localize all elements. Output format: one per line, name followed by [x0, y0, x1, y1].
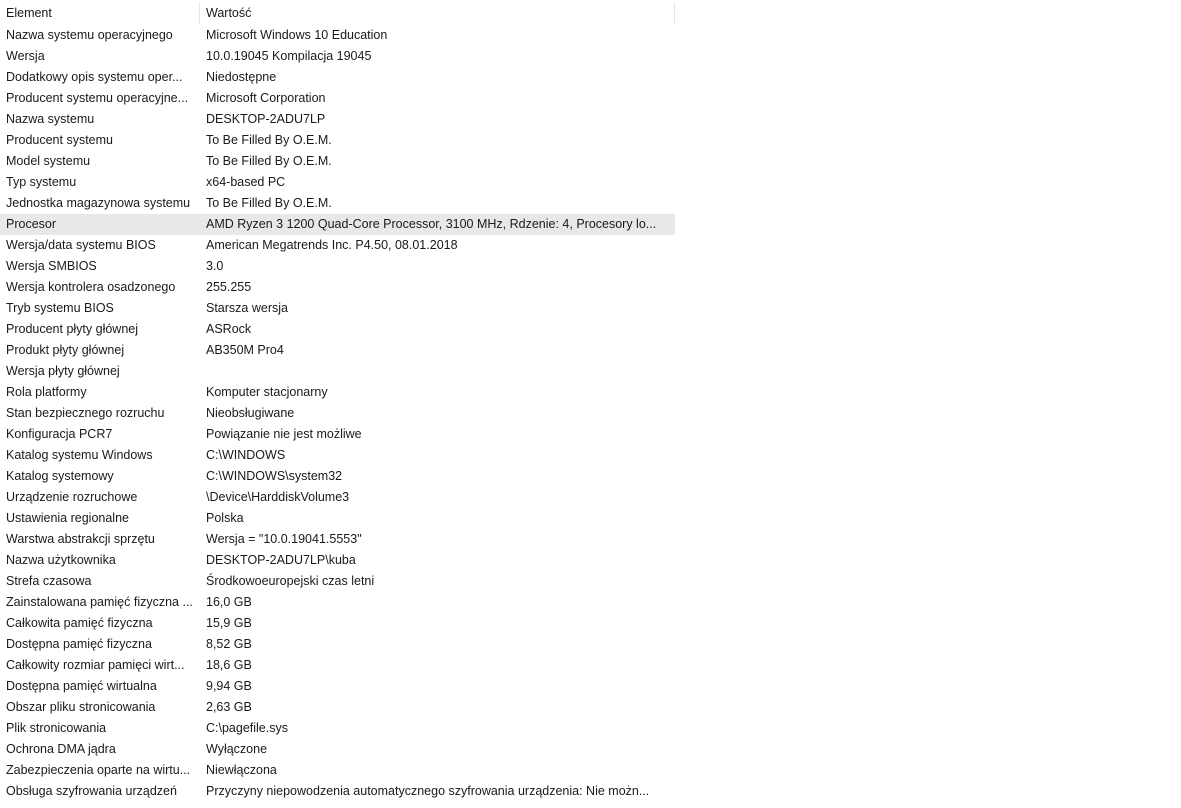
row-element-cell: Producent systemu operacyjne...	[6, 91, 189, 105]
row-element-cell: Dostępna pamięć wirtualna	[6, 679, 157, 693]
row-value-cell: Microsoft Corporation	[206, 91, 326, 105]
row-value-cell: 18,6 GB	[206, 658, 252, 672]
table-row[interactable]	[0, 235, 675, 256]
row-value-cell: Powiązanie nie jest możliwe	[206, 427, 362, 441]
table-row[interactable]	[0, 193, 675, 214]
row-element-cell: Stan bezpiecznego rozruchu	[6, 406, 165, 420]
row-element-cell: Dostępna pamięć fizyczna	[6, 637, 152, 651]
table-row[interactable]	[0, 487, 675, 508]
table-row[interactable]	[0, 634, 675, 655]
table-row[interactable]	[0, 613, 675, 634]
row-element-cell: Strefa czasowa	[6, 574, 92, 588]
row-value-cell: AMD Ryzen 3 1200 Quad-Core Processor, 3100 MHz, Rdzenie: 4, Procesory lo...	[206, 217, 657, 231]
row-value-cell: 3.0	[206, 259, 224, 273]
row-value-cell	[200, 361, 675, 382]
row-element-cell: Wersja	[6, 49, 45, 63]
row-value-cell: To Be Filled By O.E.M.	[206, 133, 332, 147]
row-value-cell: 2,63 GB	[206, 700, 252, 714]
row-element-cell: Warstwa abstrakcji sprzętu	[6, 532, 155, 546]
table-row[interactable]	[0, 718, 675, 739]
row-element-cell: Obszar pliku stronicowania	[6, 700, 156, 714]
table-row[interactable]	[0, 550, 675, 571]
row-value-cell: Microsoft Windows 10 Education	[206, 28, 388, 42]
row-element-cell: Wersja płyty głównej	[6, 364, 120, 378]
row-element-cell: Producent systemu	[6, 133, 113, 147]
row-value-cell: Wersja = "10.0.19041.5553"	[206, 532, 362, 546]
table-row[interactable]	[0, 781, 675, 802]
row-element-cell: Producent płyty głównej	[6, 322, 139, 336]
row-element-cell: Model systemu	[6, 154, 91, 168]
row-value-cell: 15,9 GB	[206, 616, 252, 630]
row-value-cell: C:\WINDOWS\system32	[206, 469, 343, 483]
row-element-cell: Wersja SMBIOS	[6, 259, 97, 273]
list-rows	[0, 25, 675, 802]
table-row[interactable]	[0, 466, 675, 487]
row-element-cell: Nazwa systemu operacyjnego	[6, 28, 173, 42]
column-header-value[interactable]: Wartość	[200, 2, 675, 24]
table-row[interactable]	[0, 214, 675, 235]
row-value-cell: Niewłączona	[206, 763, 277, 777]
row-element-cell: Wersja/data systemu BIOS	[6, 238, 156, 252]
row-element-cell: Katalog systemowy	[6, 469, 114, 483]
row-value-cell: Nieobsługiwane	[206, 406, 295, 420]
table-row[interactable]	[0, 361, 675, 382]
row-value-cell: Środkowoeuropejski czas letni	[206, 574, 375, 588]
table-row[interactable]	[0, 256, 675, 277]
table-row[interactable]	[0, 130, 675, 151]
row-value-cell: 9,94 GB	[206, 679, 252, 693]
row-element-cell: Procesor	[6, 217, 57, 231]
row-element-cell: Ochrona DMA jądra	[6, 742, 116, 756]
row-value-cell: DESKTOP-2ADU7LP\kuba	[206, 553, 356, 567]
row-value-cell: C:\WINDOWS	[206, 448, 286, 462]
table-row[interactable]	[0, 508, 675, 529]
row-element-cell: Dodatkowy opis systemu oper...	[6, 70, 183, 84]
row-element-cell: Urządzenie rozruchowe	[6, 490, 138, 504]
table-row[interactable]	[0, 298, 675, 319]
row-element-cell: Produkt płyty głównej	[6, 343, 125, 357]
row-value-cell: Polska	[206, 511, 244, 525]
row-value-cell: 255.255	[206, 280, 252, 294]
table-row[interactable]	[0, 382, 675, 403]
row-value-cell: 10.0.19045 Kompilacja 19045	[206, 49, 372, 63]
row-value-cell: 8,52 GB	[206, 637, 252, 651]
row-value-cell: Niedostępne	[206, 70, 277, 84]
row-element-cell: Zabezpieczenia oparte na wirtu...	[6, 763, 191, 777]
row-element-cell: Tryb systemu BIOS	[6, 301, 114, 315]
table-row[interactable]	[0, 109, 675, 130]
row-value-cell: Starsza wersja	[206, 301, 288, 315]
table-row[interactable]	[0, 88, 675, 109]
table-row[interactable]	[0, 760, 675, 781]
table-row[interactable]	[0, 403, 675, 424]
row-element-cell: Typ systemu	[6, 175, 77, 189]
row-value-cell: DESKTOP-2ADU7LP	[206, 112, 326, 126]
row-element-cell: Całkowity rozmiar pamięci wirt...	[6, 658, 185, 672]
row-value-cell: x64-based PC	[206, 175, 286, 189]
table-row[interactable]	[0, 46, 675, 67]
row-element-cell: Plik stronicowania	[6, 721, 107, 735]
row-value-cell: Komputer stacjonarny	[206, 385, 328, 399]
row-element-cell: Obsługa szyfrowania urządzeń	[6, 784, 177, 798]
row-value-cell: 16,0 GB	[206, 595, 252, 609]
table-row[interactable]	[0, 571, 675, 592]
row-element-cell: Rola platformy	[6, 385, 87, 399]
table-row[interactable]	[0, 697, 675, 718]
row-element-cell: Zainstalowana pamięć fizyczna ...	[6, 595, 193, 609]
table-row[interactable]	[0, 319, 675, 340]
table-row[interactable]	[0, 25, 675, 46]
row-value-cell: ASRock	[206, 322, 252, 336]
row-value-cell: To Be Filled By O.E.M.	[206, 154, 332, 168]
table-row[interactable]	[0, 172, 675, 193]
row-value-cell: Przyczyny niepowodzenia automatycznego szyfrowania urządzenia: Nie możn...	[206, 784, 650, 798]
table-row[interactable]	[0, 592, 675, 613]
row-element-cell: Nazwa użytkownika	[6, 553, 116, 567]
row-element-cell: Katalog systemu Windows	[6, 448, 153, 462]
row-value-cell: To Be Filled By O.E.M.	[206, 196, 332, 210]
table-row[interactable]	[0, 529, 675, 550]
list-header	[0, 2, 675, 24]
table-row[interactable]	[0, 340, 675, 361]
table-row[interactable]	[0, 67, 675, 88]
table-row[interactable]	[0, 277, 675, 298]
row-element-cell: Ustawienia regionalne	[6, 511, 129, 525]
row-value-cell: AB350M Pro4	[206, 343, 284, 357]
row-element-cell: Konfiguracja PCR7	[6, 427, 113, 441]
row-element-cell: Całkowita pamięć fizyczna	[6, 616, 153, 630]
row-element-cell: Jednostka magazynowa systemu	[6, 196, 191, 210]
table-row[interactable]	[0, 151, 675, 172]
table-row[interactable]	[0, 445, 675, 466]
table-row[interactable]	[0, 676, 675, 697]
column-header-element[interactable]: Element	[0, 2, 200, 24]
table-row[interactable]	[0, 655, 675, 676]
table-row[interactable]	[0, 739, 675, 760]
table-row[interactable]	[0, 424, 675, 445]
row-value-cell: American Megatrends Inc. P4.50, 08.01.2018	[206, 238, 458, 252]
row-element-cell: Wersja kontrolera osadzonego	[6, 280, 176, 294]
row-element-cell: Nazwa systemu	[6, 112, 95, 126]
row-value-cell: C:\pagefile.sys	[206, 721, 288, 735]
row-value-cell: \Device\HarddiskVolume3	[206, 490, 350, 504]
row-value-cell: Wyłączone	[206, 742, 268, 756]
